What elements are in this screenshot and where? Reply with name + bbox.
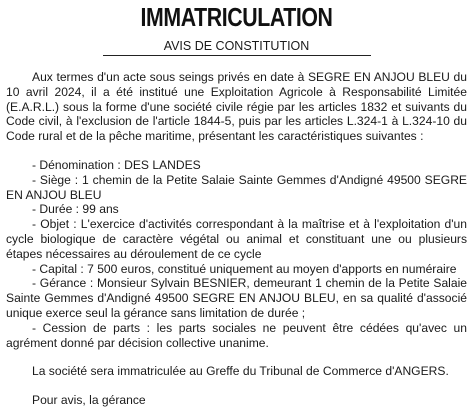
item-denomination: - Dénomination : DES LANDES [32, 157, 201, 172]
signature-line: Pour avis, la gérance [32, 393, 146, 408]
item-gerance: - Gérance : Monsieur Sylvain BESNIER, demeurant 1 chemin de la Petite Salaie Sainte Gemmes d'Andigné 49500 SEGRE EN ANJOU BLEU, en sa qualité d'associé unique exerce seul la gérance sans limitation de durée ; [6, 276, 467, 320]
subheading-divider [103, 55, 371, 56]
paragraph-spacer [6, 379, 467, 393]
item-siege: - Siège : 1 chemin de la Petite Salaie Sainte Gemmes d'Andigné 49500 SEGRE EN ANJOU BLEU [6, 172, 467, 202]
paragraph-spacer [6, 144, 467, 158]
item-capital: - Capital : 7 500 euros, constitué uniquement au moyen d'apports en numéraire [32, 261, 457, 276]
item-objet: - Objet : L'exercice d'activités correspondant à la maîtrise et à l'exploitation d'un cycle biologique de caractère végétal ou animal et constituant une ou plusieurs étapes nécessaires au déroulement de ce cycle [6, 217, 467, 261]
item-duree: - Durée : 99 ans [32, 202, 119, 217]
registration-paragraph: La société sera immatriculée au Greffe du Tribunal de Commerce d'ANGERS. [32, 364, 449, 379]
intro-paragraph: Aux termes d'un acte sous seings privés en date à SEGRE EN ANJOU BLEU du 10 avril 2024, il a été institué une Exploitation Agricole à Responsabilité Limitée (E.A.R.L.) sous la forme d'une société civile régie par les articles 1832 et suivants du Code civil, à l'exclusion de l'article 1844-5, puis par les articles L.324-1 à L.324-10 du Code rural et de la pêche maritime, présentant les caractéristiques suivantes : [6, 70, 467, 144]
notice-subheading: AVIS DE CONSTITUTION [163, 39, 310, 53]
notice-body [6, 70, 467, 408]
paragraph-spacer [6, 350, 467, 364]
notice-heading: IMMATRICULATION [140, 2, 333, 32]
item-cession-parts: - Cession de parts : les parts sociales ne peuvent être cédées qu'avec un agrément donné par décision collective unanime. [6, 320, 467, 350]
